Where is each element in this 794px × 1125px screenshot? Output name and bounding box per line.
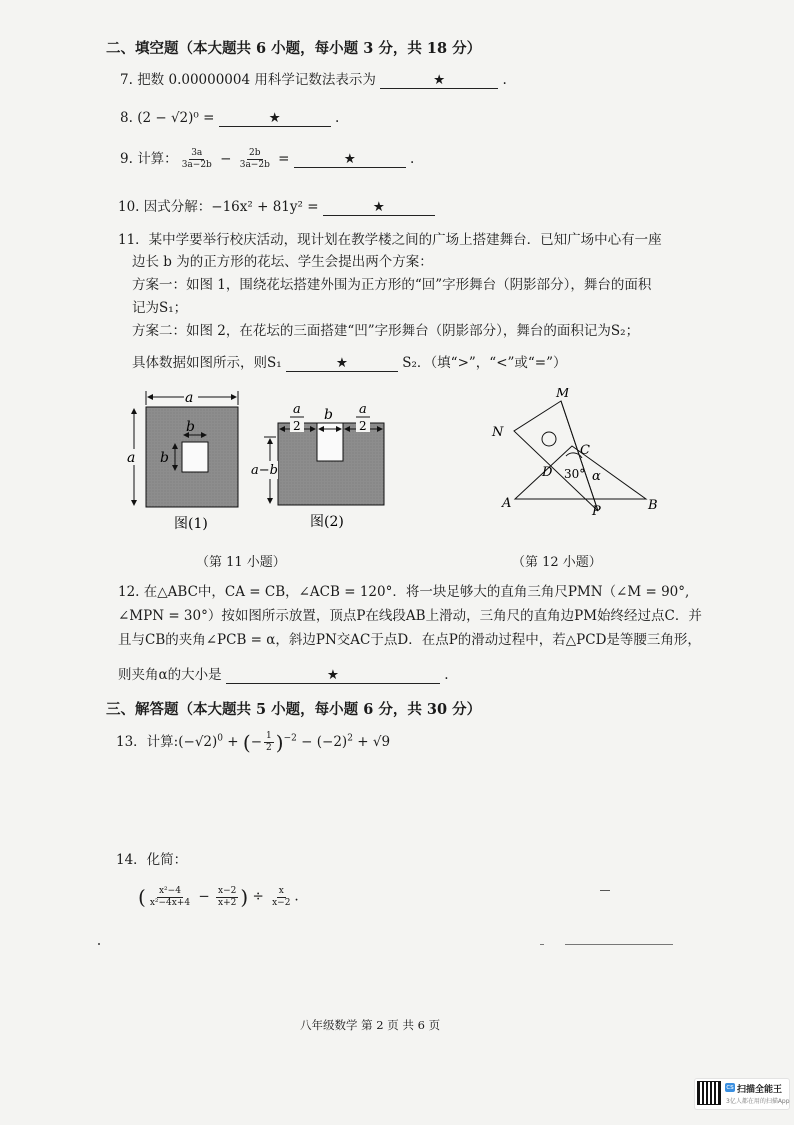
right-paren: ) xyxy=(240,885,249,909)
figure-2 xyxy=(250,395,395,535)
left-paren: ( xyxy=(242,730,251,755)
exponent: 2 xyxy=(347,733,353,744)
label-alpha: α xyxy=(592,469,601,484)
question-9 xyxy=(120,147,414,171)
answer-blank xyxy=(323,199,435,216)
right-paren: ) xyxy=(275,730,284,755)
scan-mark xyxy=(565,944,673,945)
question-12-line-3: 且与CB的夹角∠PCB = α，斜边PN交AC于点D．在点P的滑动过程中，若△PCD是等腰三角形， xyxy=(118,632,701,648)
fraction-half xyxy=(264,731,274,754)
flowerbed-square xyxy=(182,442,208,472)
question-11-line-5: 方案二：如图 2，在花坛的三面搭建“凹”字形舞台（阴影部分），舞台的面积记为S₂； xyxy=(132,323,640,339)
star-icon: ★ xyxy=(372,199,385,215)
brand-name: 扫描全能王 xyxy=(737,1085,783,1095)
question-7 xyxy=(120,68,507,89)
question-text: 则夹角α的大小是 xyxy=(118,667,222,683)
question-tail: . xyxy=(335,110,340,126)
question-number: 10. xyxy=(118,199,140,215)
question-10 xyxy=(118,195,435,216)
label-angle-30: 30° xyxy=(564,467,586,481)
figure-1 xyxy=(122,385,250,535)
label-b: B xyxy=(648,498,658,513)
caption-question-12: （第 12 小题） xyxy=(512,555,602,570)
question-text: S₂．（填“>”，“<”或“=”） xyxy=(402,355,567,371)
question-12-line-1: 12. 在△ABC中，CA = CB，∠ACB = 120°．将一块足够大的直角三角尺PMN（∠M = 90°, xyxy=(118,584,690,600)
star-icon: ★ xyxy=(335,355,349,371)
label-a: A xyxy=(502,496,512,511)
question-11-line-6 xyxy=(132,351,567,372)
star-icon: ★ xyxy=(343,151,356,167)
figure-2-caption: 图(2) xyxy=(310,514,344,530)
denominator: 2 xyxy=(266,743,272,753)
fraction xyxy=(148,886,192,909)
numerator: x²−4 xyxy=(158,885,181,896)
fraction xyxy=(180,148,214,171)
operator: ÷ xyxy=(252,888,264,905)
answer-blank xyxy=(286,355,398,372)
question-14-label: 14．化简： xyxy=(116,852,188,868)
label-p: P xyxy=(592,504,601,519)
question-14-expression: ( $\frac{\text{x²−4}}{\text{x²−4x+4}}$ − $\frac{x-2}{x+2}$ ) ÷ $\frac{x}{x-2}$ . xyxy=(138,885,299,909)
scanner-watermark xyxy=(694,1078,790,1110)
fraction xyxy=(238,148,272,171)
question-number: 8. xyxy=(120,110,133,126)
question-number: 7. xyxy=(120,72,133,88)
label-a-numerator: a xyxy=(293,402,301,417)
page-footer: 八年级数学 第 2 页 共 6 页 xyxy=(300,1018,441,1032)
star-icon: ★ xyxy=(268,110,281,126)
answer-blank xyxy=(226,667,440,684)
question-11-line-1: 11．某中学要举行校庆活动，现计划在教学楼之间的广场上搭建舞台．已知广场中心有一座 xyxy=(118,232,662,248)
question-tail: . xyxy=(502,72,507,88)
label-c: C xyxy=(580,443,590,458)
question-text: 具体数据如图所示，则S₁ xyxy=(132,355,282,371)
operator: − xyxy=(220,151,232,167)
label-d: D xyxy=(542,465,553,480)
question-tail: . xyxy=(444,667,449,683)
term: (−√2) xyxy=(178,734,218,750)
label-b: b xyxy=(324,407,333,423)
numerator: x xyxy=(278,885,284,896)
label-m: M xyxy=(556,388,570,401)
left-paren: ( xyxy=(138,885,146,909)
operator: + xyxy=(223,734,243,750)
answer-blank xyxy=(294,151,406,168)
question-label: 计算： xyxy=(137,151,178,167)
star-icon: ★ xyxy=(433,72,446,88)
numerator: 3a xyxy=(191,148,203,158)
label-a-denominator: 2 xyxy=(359,419,367,433)
answer-blank xyxy=(219,110,331,127)
term: + √9 xyxy=(352,734,391,750)
question-expression: −16x² + 81y² = xyxy=(211,199,319,215)
label-b-left: b xyxy=(160,450,169,466)
denominator: 3a−2b xyxy=(239,160,270,170)
exponent: 0 xyxy=(217,733,224,744)
label-n: N xyxy=(492,425,504,440)
question-expression: (2 − √2)⁰ = xyxy=(137,110,215,126)
numerator: x−2 xyxy=(218,885,237,896)
numerator: 1 xyxy=(266,731,272,741)
star-icon: ★ xyxy=(326,667,339,683)
label-a-top: a xyxy=(185,390,194,406)
scan-mark xyxy=(540,944,544,945)
denominator: x²−4x+4 xyxy=(149,897,191,908)
question-11-line-4: 记为S₁； xyxy=(132,300,188,316)
brand-slogan: 3亿人都在用的扫描App xyxy=(726,1098,790,1105)
question-8 xyxy=(120,110,339,127)
fraction xyxy=(270,886,292,909)
denominator: 3a−2b xyxy=(181,160,212,170)
label-a-left: a xyxy=(127,450,136,466)
numerator: 2b xyxy=(249,148,261,158)
question-12-line-2: ∠MPN = 30°）按如图所示放置，顶点P在线段AB上滑动，三角尺的直角边PM始终经过点C．并 xyxy=(118,608,702,624)
qr-code-icon xyxy=(698,1082,720,1104)
caption-question-11: （第 11 小题） xyxy=(196,555,286,570)
term: − (−2) xyxy=(296,734,348,750)
label-b-top: b xyxy=(186,419,195,435)
question-13: 13．计算$:(-√2)^0$ + (− $\frac{1}{2}$ )$^{-2} - (-2)^2 + √9$ xyxy=(116,730,391,755)
denominator: x−2 xyxy=(272,897,291,908)
figure-1-caption: 图(1) xyxy=(174,516,208,532)
question-label: 因式分解： xyxy=(143,199,212,215)
label-a-numerator: a xyxy=(359,402,367,417)
scan-mark xyxy=(98,943,100,945)
question-text: 把数 0.00000004 用科学记数法表示为 xyxy=(137,72,376,88)
figure-12 xyxy=(488,388,663,523)
scan-mark xyxy=(600,890,610,891)
question-11-line-3: 方案一：如图 1，围绕花坛搭建外围为正方形的“回”字形舞台（阴影部分），舞台的面积 xyxy=(132,277,652,293)
section-2-title: 二、填空题（本大题共 6 小题，每小题 3 分，共 18 分） xyxy=(106,40,482,57)
fraction xyxy=(216,886,238,909)
question-tail: . xyxy=(410,151,415,167)
section-3-title: 三、解答题（本大题共 5 小题，每小题 6 分，共 30 分） xyxy=(106,701,482,718)
question-12-line-4 xyxy=(118,663,449,684)
label-a-minus-b: a−b xyxy=(251,463,278,478)
cs-logo-icon: cs xyxy=(726,1083,734,1091)
exponent: −2 xyxy=(283,733,297,744)
question-11-line-2: 边长 b 为的正方形的花坛、学生会提出两个方案： xyxy=(132,254,433,270)
ruler-hole xyxy=(542,432,556,446)
denominator: x+2 xyxy=(218,897,237,908)
label-a-denominator: 2 xyxy=(293,419,301,433)
answer-blank xyxy=(380,72,498,89)
equals-sign: = xyxy=(278,151,290,167)
question-label: 13．计算: xyxy=(116,734,179,750)
question-tail: . xyxy=(294,888,299,905)
question-number: 9. xyxy=(120,151,133,167)
